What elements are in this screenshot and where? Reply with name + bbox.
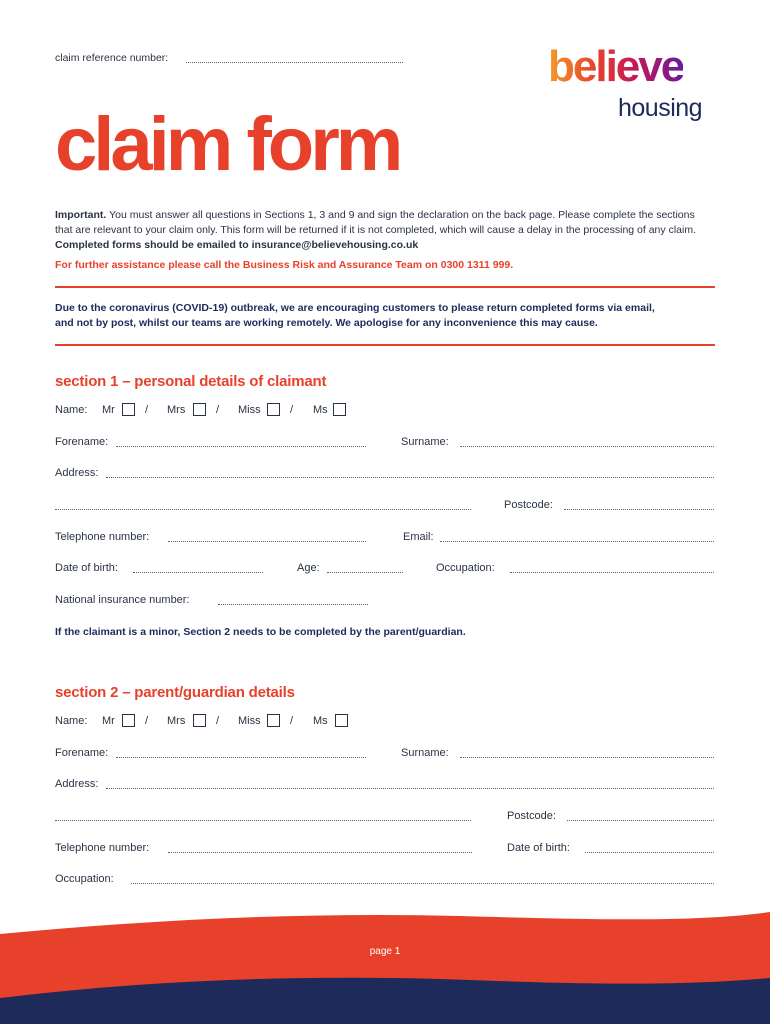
section2-title: section 2 – parent/guardian details	[55, 684, 295, 701]
dob-field[interactable]	[133, 572, 263, 573]
claim-reference-field[interactable]	[186, 62, 403, 63]
divider	[55, 344, 715, 346]
forename-field[interactable]	[116, 446, 366, 447]
email-instruction: Completed forms should be emailed to insurance@believehousing.co.uk	[55, 239, 419, 251]
title-separator: /	[216, 404, 220, 416]
important-text: You must answer all questions in Sections 1, 3 and 9 and sign the declaration on the back page. Please complete the sections that are relevant to your claim only. This form will be returned if it is not completed, which will cause a delay in the processing of any claim.	[55, 209, 696, 236]
title-mrs-label: Mrs	[167, 715, 186, 727]
name-label: Name:	[55, 715, 88, 727]
surname-field[interactable]	[460, 446, 714, 447]
title-mrs-checkbox[interactable]	[193, 714, 206, 727]
title-mr-checkbox[interactable]	[122, 714, 135, 727]
assistance-note: For further assistance please call the Business Risk and Assurance Team on 0300 1311 999.	[55, 259, 514, 271]
title-miss-label: Miss	[238, 404, 261, 416]
title-ms-label: Ms	[313, 715, 328, 727]
title-mr-label: Mr	[102, 404, 115, 416]
title-mrs-checkbox[interactable]	[193, 403, 206, 416]
title-ms-checkbox[interactable]	[335, 714, 348, 727]
occupation-field[interactable]	[510, 572, 714, 573]
title-separator: /	[290, 404, 294, 416]
covid-note-line1: Due to the coronavirus (COVID-19) outbreak, we are encouraging customers to please return completed forms via email,	[55, 302, 655, 314]
footer-wave-graphic	[0, 900, 770, 1024]
forename-label: Forename:	[55, 747, 109, 759]
section1-title: section 1 – personal details of claimant	[55, 373, 327, 390]
dob-label: Date of birth:	[55, 562, 118, 574]
address-field-line1[interactable]	[106, 788, 714, 789]
name-label: Name:	[55, 404, 88, 416]
title-separator: /	[290, 715, 294, 727]
occupation-label: Occupation:	[436, 562, 495, 574]
title-ms-label: Ms	[313, 404, 328, 416]
covid-note-line2: and not by post, whilst our teams are working remotely. We apologise for any inconvenience this may cause.	[55, 317, 598, 329]
age-label: Age:	[297, 562, 320, 574]
title-mrs-label: Mrs	[167, 404, 186, 416]
forename-field[interactable]	[116, 757, 366, 758]
address-field-line1[interactable]	[106, 477, 714, 478]
address-field-line2[interactable]	[55, 820, 471, 821]
postcode-label: Postcode:	[504, 499, 553, 511]
age-field[interactable]	[327, 572, 403, 573]
occupation-label: Occupation:	[55, 873, 114, 885]
important-paragraph	[55, 208, 715, 253]
telephone-label: Telephone number:	[55, 842, 150, 854]
surname-label: Surname:	[401, 436, 449, 448]
email-label: Email:	[403, 531, 434, 543]
page-number: page 1	[369, 946, 401, 957]
postcode-field[interactable]	[567, 820, 714, 821]
telephone-field[interactable]	[168, 852, 472, 853]
postcode-field[interactable]	[564, 509, 714, 510]
title-miss-label: Miss	[238, 715, 261, 727]
title-separator: /	[216, 715, 220, 727]
minor-note: If the claimant is a minor, Section 2 needs to be completed by the parent/guardian.	[55, 626, 466, 638]
telephone-label: Telephone number:	[55, 531, 150, 543]
title-separator: /	[145, 715, 149, 727]
title-separator: /	[145, 404, 149, 416]
address-field-line2[interactable]	[55, 509, 471, 510]
address-label: Address:	[55, 467, 99, 479]
page-title: claim form	[55, 102, 400, 187]
dob-label: Date of birth:	[507, 842, 570, 854]
title-miss-checkbox[interactable]	[267, 714, 280, 727]
occupation-field[interactable]	[131, 883, 714, 884]
email-field[interactable]	[440, 541, 714, 542]
surname-label: Surname:	[401, 747, 449, 759]
title-mr-label: Mr	[102, 715, 115, 727]
divider	[55, 286, 715, 288]
telephone-field[interactable]	[168, 541, 366, 542]
dob-field[interactable]	[585, 852, 714, 853]
surname-field[interactable]	[460, 757, 714, 758]
title-ms-checkbox[interactable]	[333, 403, 346, 416]
forename-label: Forename:	[55, 436, 109, 448]
title-miss-checkbox[interactable]	[267, 403, 280, 416]
claim-reference-label: claim reference number:	[55, 52, 169, 64]
logo-word: believe	[548, 42, 684, 91]
address-label: Address:	[55, 778, 99, 790]
ni-number-label: National insurance number:	[55, 594, 190, 606]
important-bold: Important.	[55, 209, 107, 221]
postcode-label: Postcode:	[507, 810, 556, 822]
believe-housing-logo	[548, 42, 718, 128]
logo-sub: housing	[618, 94, 703, 122]
ni-number-field[interactable]	[218, 604, 368, 605]
title-mr-checkbox[interactable]	[122, 403, 135, 416]
